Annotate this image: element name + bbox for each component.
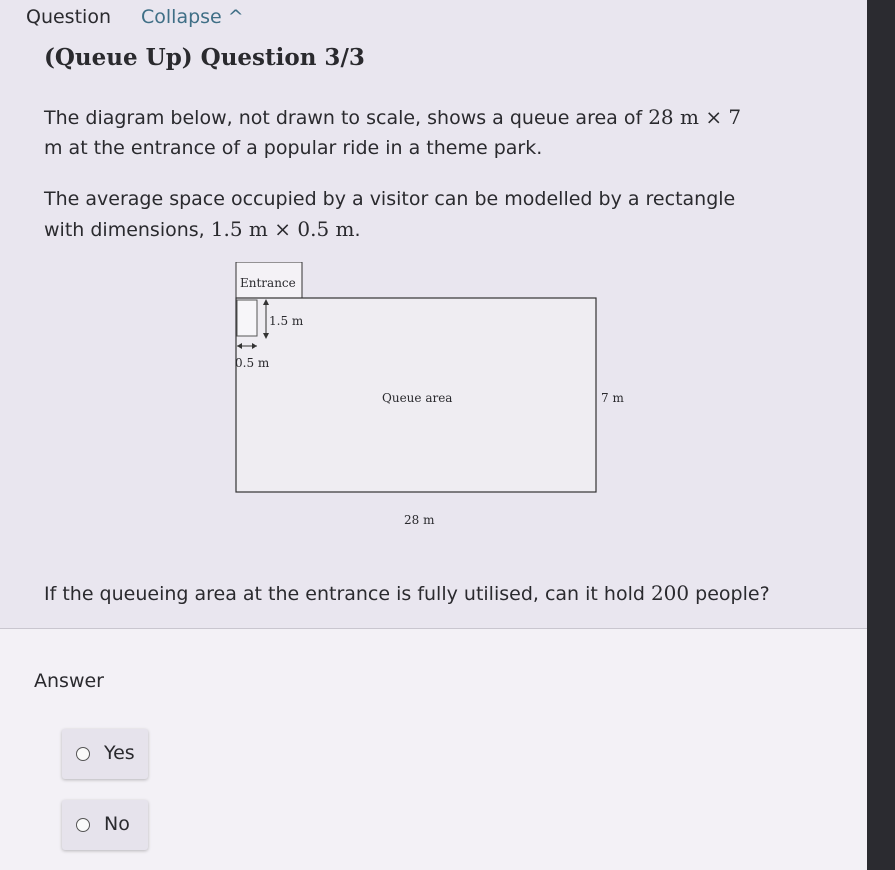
question-text-end: people? [689,583,770,605]
queue-diagram [228,262,628,532]
visitor-dimensions: 1.5 m × 0.5 m [210,217,355,241]
question-text: If the queueing area at the entrance is fully utilised, can it hold [44,583,651,605]
screen-edge [867,0,895,870]
model-text-line2: with dimensions, [44,219,211,241]
chevron-up-icon: ^ [227,6,244,28]
collapse-label: Collapse [141,6,222,28]
visitor-height-label: 1.5 m [269,314,304,328]
option-label: Yes [104,742,135,764]
intro-paragraph [44,102,844,163]
visitor-width-label: 0.5 m [235,356,270,370]
intro-text: The diagram below, not drawn to scale, shows a queue area of [44,107,649,129]
answer-option-yes[interactable] [62,729,148,779]
people-count: 200 [650,581,690,605]
queue-area-label: Queue area [382,391,453,405]
entrance-label: Entrance [240,276,296,290]
radio-button-icon[interactable] [76,818,90,832]
width-dimension-label: 28 m [404,513,435,527]
visitor-rect [237,300,257,336]
intro-text-line2: m at the entrance of a popular ride in a theme park. [44,137,543,159]
collapse-toggle[interactable] [141,6,244,28]
question-header [0,0,895,36]
question-title: (Queue Up) Question 3/3 [44,44,365,71]
radio-button-icon[interactable] [76,747,90,761]
model-text: The average space occupied by a visitor can be modelled by a rectangle [44,188,736,210]
model-paragraph: The average space occupied by a visitor can be modelled by a rectangle with dimensions, 1.5 m × 0.5 m. [44,188,736,241]
height-dimension-label: 7 m [601,391,624,405]
option-label: No [104,813,130,835]
queue-area-dimensions: 28 m × 7 [648,105,742,129]
answer-label: Answer [34,670,104,692]
question-prompt [44,578,770,609]
question-label: Question [26,6,111,28]
answer-option-no[interactable] [62,800,148,850]
